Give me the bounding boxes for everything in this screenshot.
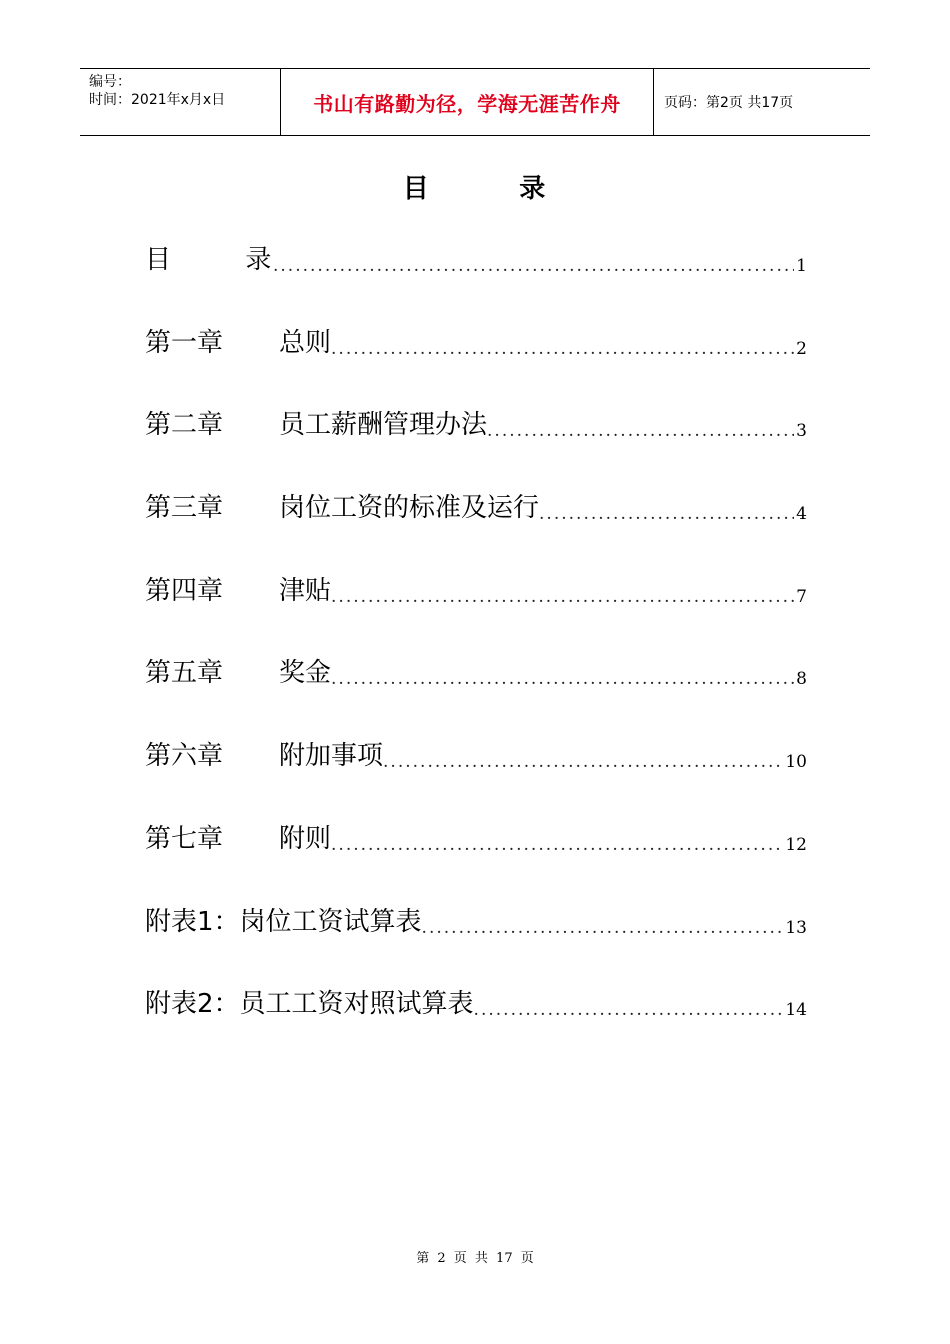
toc-chapter-name: 附则 xyxy=(279,823,332,854)
toc-chapter-label: 第二章 xyxy=(145,410,224,441)
page-title: 目 录 xyxy=(402,174,548,204)
toc-page-number: 14 xyxy=(785,1000,807,1021)
toc-appendix-name: 附表2：员工工资对照试算表 xyxy=(145,989,474,1020)
toc-entry-chapter-7[interactable] xyxy=(145,819,807,902)
toc-entry-chapter-5[interactable] xyxy=(145,653,807,736)
toc-entry-chapter-6[interactable] xyxy=(145,736,807,819)
toc-chapter-name: 奖金 xyxy=(279,658,332,689)
toc-leader-dots xyxy=(422,902,784,948)
toc-page-number: 7 xyxy=(796,586,807,607)
toc-entry-appendix-1[interactable] xyxy=(145,902,807,985)
toc-entry-chapter-3[interactable] xyxy=(145,488,807,571)
toc-leader-dots xyxy=(273,240,794,286)
header-meta-cell xyxy=(80,69,281,135)
toc-entry-chapter-2[interactable] xyxy=(145,405,807,488)
toc-leader-dots xyxy=(331,323,794,369)
header-page-cell xyxy=(654,69,870,135)
toc-leader-dots xyxy=(487,405,794,451)
toc-entry-appendix-2[interactable] xyxy=(145,984,807,1067)
toc-chapter-label: 第七章 xyxy=(145,823,224,854)
toc-chapter-label: 第四章 xyxy=(145,575,224,606)
toc-leader-dots xyxy=(383,736,783,782)
toc-page-number: 8 xyxy=(796,669,807,690)
toc-page-number: 12 xyxy=(785,834,807,855)
toc-chapter-name: 岗位工资的标准及运行 xyxy=(279,493,540,524)
toc-leader-dots xyxy=(331,819,783,865)
toc-entry-chapter-4[interactable] xyxy=(145,571,807,654)
toc-entry-label: 目 录 xyxy=(145,245,272,275)
toc-page-number: 1 xyxy=(796,256,807,276)
toc-chapter-label: 第六章 xyxy=(145,741,224,772)
header-motto: 书山有路勤为径，学海无涯苦作舟 xyxy=(313,91,621,116)
toc-page-number: 10 xyxy=(785,752,807,773)
toc-page-number: 3 xyxy=(796,421,807,442)
toc-page-number: 13 xyxy=(785,917,807,938)
toc-chapter-label: 第一章 xyxy=(145,327,224,358)
toc-entry-chapter-1[interactable] xyxy=(145,323,807,406)
table-of-contents xyxy=(145,240,807,1067)
toc-chapter-name: 津贴 xyxy=(279,575,332,606)
toc-leader-dots xyxy=(474,984,784,1030)
toc-page-number: 4 xyxy=(796,504,807,525)
toc-leader-dots xyxy=(331,653,794,699)
toc-chapter-name: 员工薪酬管理办法 xyxy=(279,410,488,441)
page-header xyxy=(80,68,870,136)
page-footer: 第 2 页 共 17 页 xyxy=(416,1251,534,1266)
header-page-info: 页码：第2页 共17页 xyxy=(664,95,794,111)
toc-appendix-name: 附表1：岗位工资试算表 xyxy=(145,906,422,937)
toc-leader-dots xyxy=(539,488,794,534)
toc-chapter-name: 附加事项 xyxy=(279,741,384,772)
toc-chapter-label: 第三章 xyxy=(145,493,224,524)
header-motto-cell xyxy=(281,69,654,135)
toc-entry-contents[interactable] xyxy=(145,240,807,323)
document-time-label: 时间：2021年x月x日 xyxy=(89,92,226,108)
toc-page-number: 2 xyxy=(796,338,807,359)
document-number-label: 编号： xyxy=(89,74,131,90)
toc-leader-dots xyxy=(331,571,794,617)
toc-chapter-label: 第五章 xyxy=(145,658,224,689)
toc-chapter-name: 总则 xyxy=(279,327,332,358)
